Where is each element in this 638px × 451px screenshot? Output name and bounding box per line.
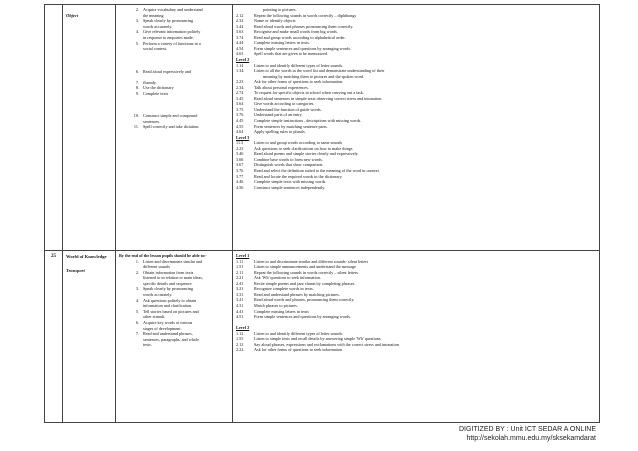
objectives-heading: By the end of the lesson pupils should be able to:- (119, 253, 207, 258)
objective-number: 2. (135, 269, 139, 275)
outcome-text: Match phrases to pictures. (254, 302, 298, 308)
objective-text: in response to enquiries made. (143, 34, 194, 40)
outcome-code: 4.45 (236, 117, 244, 123)
objective-number: 3. (135, 18, 139, 24)
objective-number (119, 342, 143, 348)
outcome-text: Complete simple texts with missing words. (254, 179, 327, 185)
objective-item (119, 124, 229, 130)
outcome-code: 2.11 (236, 269, 244, 275)
outcome-text: Understand the function of guide words. (254, 106, 322, 112)
objective-text: the meaning (143, 12, 164, 18)
outcome-code: 1.14 (236, 62, 244, 68)
outcome-code: 2.12 (236, 341, 244, 347)
objective-number: 3. (135, 286, 139, 292)
level-heading: Level 3 (236, 134, 250, 140)
objective-text: Obtain information from texts (143, 269, 194, 275)
outcome-text: Name or identify objects (254, 18, 296, 24)
outcome-code: 1.51 (236, 264, 244, 270)
learning-outcome (236, 51, 596, 57)
outcome-text: Recite simple poems and jazz chants by completing phrases. (254, 280, 356, 286)
objective-number: 2. (135, 7, 139, 12)
objective-text: social context. (143, 46, 168, 52)
objective-text: sentences. (143, 118, 161, 124)
outcome-code: 4.63 (236, 51, 244, 57)
objective-text: Complete texts (143, 90, 169, 96)
outcome-text: Read aloud poems and simple stories clearly and expressively. (254, 151, 359, 157)
theme-label: Object (66, 13, 79, 18)
outcome-text: Talk about personal experiences. (254, 84, 309, 90)
outcome-text: Read aloud words and phrases, pronouncing them correctly. (254, 297, 355, 303)
outcome-text: Ask 'Wh' questions to seek information. (254, 275, 321, 281)
outcome-text: Ask for other forms of questions to seek information. (254, 79, 344, 85)
learning-outcomes-cell (233, 251, 600, 423)
outcome-text: Form simple sentences and questions by arranging words. (254, 314, 351, 320)
outcome-text: Form sentences by matching sentence parts. (254, 123, 328, 129)
lesson-plan-table (44, 4, 600, 423)
objective-text: Listen and discriminate similar and (143, 258, 203, 264)
outcome-text: Repeat the following sounds in words correctly – diphthongs (254, 12, 357, 18)
footer-url[interactable]: http://sekolah.mmu.edu.my/sksekamdarat (466, 435, 596, 442)
objective-text: Read and understand phrases, (143, 331, 193, 337)
objective-text: Perform a variety of functions in a (143, 40, 201, 46)
outcome-code: 4.55 (236, 123, 244, 129)
objective-number: 9. (135, 90, 139, 96)
outcome-code: 4.54 (236, 45, 244, 51)
footer-credit: DIGITIZED BY : Unit ICT SEDAR A ONLINE (458, 426, 596, 433)
outcome-code: 4.41 (236, 308, 244, 314)
objective-text: Acquire key words at various (143, 320, 193, 326)
outcome-code: 4.31 (236, 302, 244, 308)
outcome-code: 3.46 (236, 151, 244, 157)
outcome-code: 3.64 (236, 101, 244, 107)
outcome-code: 2.22. (236, 347, 245, 353)
table-row-week-25 (45, 251, 600, 423)
outcome-code: 11.5 (236, 140, 244, 146)
objective-text: sentences, paragraphs, and whole (143, 336, 199, 342)
outcome-text: Repeat the following sounds in words correctly – silent letters. (254, 269, 359, 275)
outcome-text: Complete missing letters in texts. (254, 40, 310, 46)
outcome-code: 3.75 (236, 106, 244, 112)
outcome-text: Listen to and identify different types of letter sounds. (254, 62, 344, 68)
outcome-text: Listen to all the words in the word list and demonstrate understanding of their (254, 68, 385, 74)
outcome-code: 4.46 (236, 179, 244, 185)
objective-text: different sounds (143, 264, 171, 270)
outcome-text: Complete simple instructions , descriptions with missing words. (254, 117, 362, 123)
outcome-text: Combine base words to form new words. (254, 156, 323, 162)
outcome-code: 3.41 (236, 297, 244, 303)
objective-text: fluently. (143, 79, 157, 85)
outcome-code: 3.31 (236, 291, 244, 297)
outcome-code: 4.56 (236, 184, 244, 190)
outcome-text: Recognise and make small words from big words. (254, 29, 338, 35)
outcome-code: 3.77 (236, 173, 244, 179)
outcome-code: 2.21 (236, 275, 244, 281)
outcome-text: Listen to and identify different types of letter sounds. (254, 330, 344, 336)
outcome-code: 1.11 (236, 258, 244, 264)
learning-outcome (236, 314, 596, 320)
objective-text: texts. (143, 342, 152, 348)
objective-number: 8. (135, 85, 139, 91)
objective-number: 10. (133, 113, 139, 119)
objective-item (119, 342, 229, 348)
outcome-text: Construct simple sentences independently. (254, 184, 326, 190)
outcome-text: pointing to pictures. (263, 7, 297, 12)
objective-number: 5. (135, 40, 139, 46)
learning-outcomes-cell (233, 5, 600, 251)
outcome-code: 2.41 (236, 280, 244, 286)
objective-text: stages of development. (143, 325, 182, 331)
learning-outcome (236, 185, 596, 191)
outcome-code: 2.23 (236, 79, 244, 85)
outcome-text: Read and understand phrases by matching pictures. (254, 291, 340, 297)
outcome-code: 1.55 (236, 336, 244, 342)
week-number: 25 (51, 254, 56, 259)
objective-number: 4. (135, 29, 139, 35)
outcome-code: 3.45 (236, 95, 244, 101)
outcome-code: 3.44 (236, 23, 244, 29)
outcome-code: 2.34. (236, 84, 245, 90)
outcome-code: 3.76 (236, 167, 244, 173)
learning-outcome (236, 129, 596, 135)
outcome-code: 3.74 (236, 34, 244, 40)
level-heading: Level 1 (236, 253, 250, 258)
outcome-text: meaning by matching them to pictures and the spoken word. (263, 73, 365, 79)
outcome-code: 3.76 (236, 112, 244, 118)
objective-text: words accurately. (143, 292, 173, 298)
outcome-code: 3.66 (236, 156, 244, 162)
objective-number: 7. (135, 79, 139, 85)
objective-text: Ask questions politely to obtain (143, 297, 197, 303)
learning-outcomes-list (233, 251, 599, 355)
topic-label: Transport (66, 268, 85, 273)
objective-text: Tell stories based on pictures and (143, 308, 199, 314)
outcome-text: Give words according to categories. (254, 101, 315, 107)
objective-number: 11. (133, 124, 139, 130)
outcome-text: Ask questions to seek clarifications on how to make things (254, 145, 353, 151)
outcome-text: Read and locate the required words in the dictionary. (254, 173, 343, 179)
outcome-code: 3.67 (236, 162, 244, 168)
objective-number: 4. (135, 297, 139, 303)
learning-outcome (236, 347, 596, 353)
objectives-list (116, 5, 232, 132)
table-row-week-24 (45, 5, 600, 251)
objective-number: 7. (135, 331, 139, 337)
objectives-cell (116, 251, 233, 423)
outcome-code: 1.34. (236, 68, 245, 74)
outcome-text: Read aloud words and phrases pronouncing them correctly. (254, 23, 354, 29)
outcome-code: 1.12 (236, 330, 244, 336)
outcome-text: Listen to simple texts and recall details by answering simple 'Wh' questions. (254, 336, 382, 342)
outcome-text: Read and group words according to alphabetical order. (254, 34, 346, 40)
outcome-text: Read and select the definition suited to the meaning of the word in context. (254, 167, 380, 173)
objective-text: Read aloud expressively and (143, 68, 192, 74)
theme-cell (63, 5, 116, 251)
objective-text: listened to in relation to main ideas, (143, 275, 203, 281)
objective-text: Use the dictionary (143, 85, 174, 91)
outcome-code: 2.74 (236, 90, 244, 96)
outcome-text: Listen to and group words according to same sounds (254, 140, 343, 146)
outcome-text: Form simple sentences and questions by arranging words. (254, 45, 351, 51)
outcome-code: 2.23 (236, 145, 244, 151)
outcome-code: 4.64 (236, 129, 244, 135)
outcome-text: To request for specific objects in school when carrying out a task. (254, 90, 364, 96)
outcome-text: Read aloud sentences in simple texts observing correct stress and intonation. (254, 95, 383, 101)
learning-outcomes-list (233, 5, 599, 192)
objective-number: 1. (135, 258, 139, 264)
objective-text: specific details and sequence. (143, 280, 193, 286)
outcome-text: Apply spelling rules to plurals. (254, 129, 306, 135)
outcome-text: Distinguish words that show comparison. (254, 162, 324, 168)
outcome-code: 2.32 (236, 18, 244, 24)
objectives-cell (116, 5, 233, 251)
outcome-code: 4.51 (236, 314, 244, 320)
objective-text: Speak clearly by pronouncing (143, 18, 194, 24)
outcome-code: 2.12 (236, 12, 244, 18)
objective-text: Spell correctly and take dictation. (143, 124, 200, 130)
outcome-text: Spell words that are given to be memorized. (254, 51, 328, 57)
objective-text: Give relevant information politely (143, 29, 201, 35)
objective-text: Speak clearly by pronouncing (143, 286, 194, 292)
outcome-text: Ask for other forms of questions to seek information (254, 347, 343, 353)
objectives-list (119, 259, 229, 349)
outcome-text: Listen to and discriminate similar and different sounds- silent letters (254, 258, 369, 264)
level-heading: Level 2 (236, 325, 250, 331)
objective-text: Acquire vocabulary and understand (143, 7, 203, 12)
objective-number: 6. (135, 320, 139, 326)
outcome-text: Recognize complete words in texts. (254, 286, 314, 292)
objective-text: other stimuli. (143, 314, 166, 320)
theme-cell (63, 251, 116, 423)
week-cell (45, 5, 63, 251)
objective-text: words accurately. (143, 23, 173, 29)
outcome-text: Understand parts of an entry. (254, 112, 303, 118)
level-heading: Level 2 (236, 56, 250, 62)
outcome-code: 3.63 (236, 29, 244, 35)
outcome-text: Listen to simple announcements and understand the message (254, 264, 356, 270)
objective-text: information and clarification. (143, 303, 193, 309)
outcome-code: 4.44 (236, 40, 244, 46)
objective-number: 5. (135, 308, 139, 314)
week-cell (45, 251, 63, 423)
objective-number: 6. (135, 68, 139, 74)
theme-label: World of Knowledge (66, 254, 107, 259)
outcome-code: 3.21 (236, 286, 244, 292)
outcome-text: Say aloud phrases, expressions and exclamations with the correct stress and intonation (254, 341, 399, 347)
outcome-text: Complete missing letters in texts (254, 308, 309, 314)
objective-text: Construct simple and compound (143, 113, 198, 119)
digitized-footer (459, 425, 596, 443)
